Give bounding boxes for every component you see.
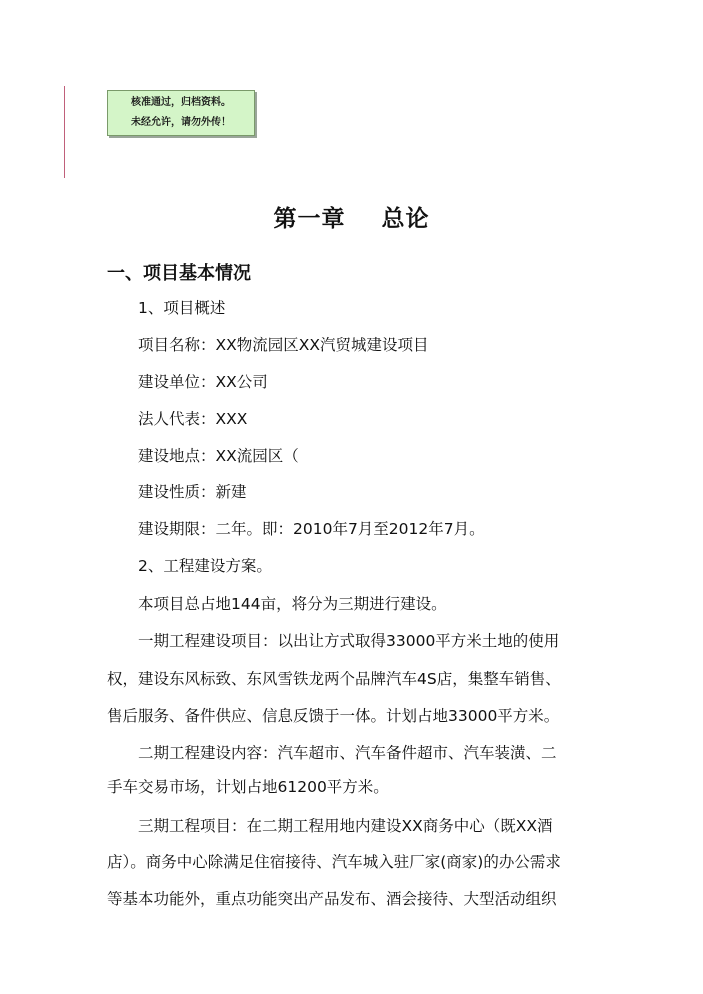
phase1-line-3: 售后服务、备件供应、信息反馈于一体。计划占地33000平方米。 bbox=[107, 707, 560, 725]
stamp-line-2: 未经允许，请勿外传！ bbox=[131, 117, 231, 128]
approval-stamp bbox=[107, 90, 255, 136]
legal-rep-line: 法人代表：XXX bbox=[138, 410, 248, 428]
section-title: 一、项目基本情况 bbox=[107, 263, 251, 284]
phase2-line-2: 手车交易市场，计划占地61200平方米。 bbox=[107, 778, 389, 796]
phase3-line-1: 三期工程项目：在二期工程用地内建设XX商务中心（既XX酒 bbox=[138, 817, 553, 835]
phase2-line-1: 二期工程建设内容：汽车超市、汽车备件超市、汽车装潢、二 bbox=[138, 744, 557, 762]
project-name-line: 项目名称：XX物流园区XX汽贸城建设项目 bbox=[138, 336, 429, 354]
nature-line: 建设性质：新建 bbox=[138, 483, 247, 501]
period-line: 建设期限：二年。即：2010年7月至2012年7月。 bbox=[138, 520, 485, 538]
stamp-line-1: 核准通过，归档资料。 bbox=[131, 97, 231, 108]
area-summary-line: 本项目总占地144亩，将分为三期进行建设。 bbox=[138, 595, 447, 613]
location-line: 建设地点：XX流园区（ bbox=[138, 447, 299, 465]
overview-heading: 1、项目概述 bbox=[138, 299, 226, 317]
scheme-heading: 2、工程建设方案。 bbox=[138, 557, 272, 575]
phase3-line-2: 店）。商务中心除满足住宿接待、汽车城入驻厂家(商家)的办公需求 bbox=[107, 853, 561, 871]
phase3-line-3: 等基本功能外，重点功能突出产品发布、酒会接待、大型活动组织 bbox=[107, 890, 557, 908]
chapter-title: 第一章 总论 bbox=[273, 206, 430, 232]
builder-line: 建设单位：XX公司 bbox=[138, 373, 268, 391]
phase1-line-1: 一期工程建设项目：以出让方式取得33000平方米土地的使用 bbox=[138, 632, 560, 650]
margin-marker-line bbox=[64, 86, 65, 178]
phase1-line-2: 权，建设东风标致、东风雪铁龙两个品牌汽车4S店，集整车销售、 bbox=[107, 670, 561, 688]
